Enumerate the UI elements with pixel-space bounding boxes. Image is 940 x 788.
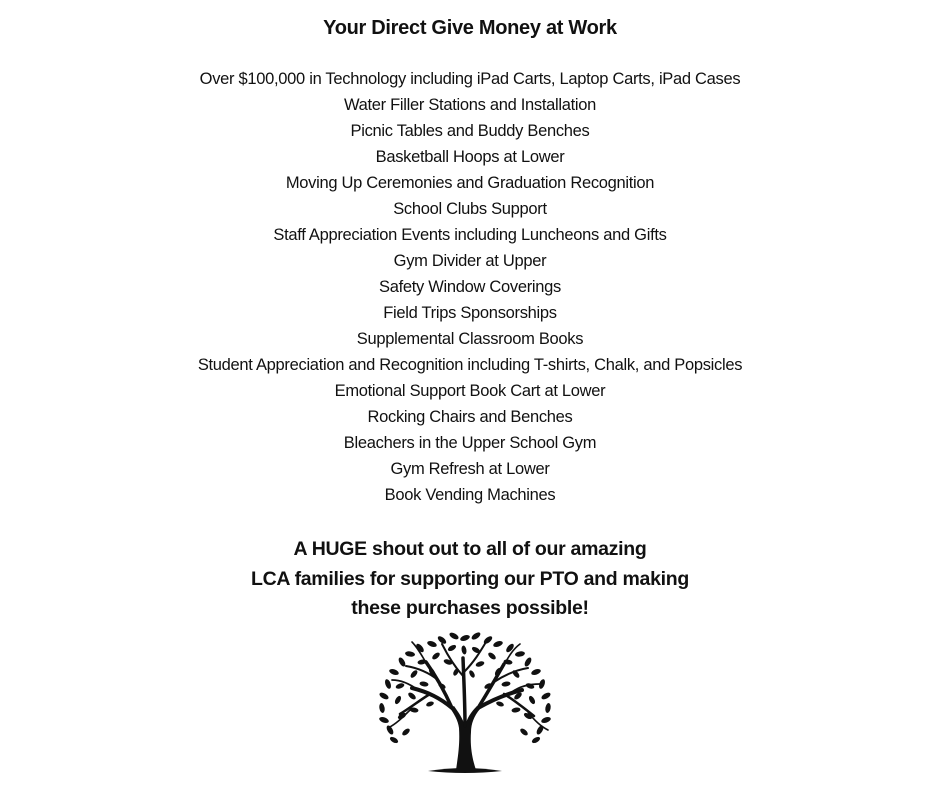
- list-item: Bleachers in the Upper School Gym: [343, 434, 597, 452]
- list-item: Over $100,000 in Technology including iPad Carts, Laptop Carts, iPad Cases: [199, 70, 741, 88]
- list-item: School Clubs Support: [393, 200, 547, 218]
- list-item: Gym Refresh at Lower: [390, 460, 550, 478]
- list-item: Moving Up Ceremonies and Graduation Recognition: [285, 174, 655, 192]
- list-item: Book Vending Machines: [384, 486, 556, 504]
- list-item: Picnic Tables and Buddy Benches: [350, 122, 590, 140]
- list-item: Safety Window Coverings: [378, 278, 561, 296]
- list-item: Rocking Chairs and Benches: [367, 408, 573, 426]
- list-item: Field Trips Sponsorships: [383, 304, 557, 322]
- shoutout-message: [0, 535, 940, 624]
- list-item: Supplemental Classroom Books: [356, 330, 584, 348]
- list-item: Student Appreciation and Recognition including T-shirts, Chalk, and Popsicles: [197, 356, 743, 374]
- shoutout-line: these purchases possible!: [351, 597, 589, 619]
- list-item: Water Filler Stations and Installation: [343, 96, 597, 114]
- list-item: Gym Divider at Upper: [393, 252, 547, 270]
- list-item: Emotional Support Book Cart at Lower: [334, 382, 606, 400]
- purchases-list: [0, 66, 940, 508]
- tree-icon: [370, 628, 560, 776]
- list-item: Basketball Hoops at Lower: [375, 148, 565, 166]
- shoutout-line: A HUGE shout out to all of our amazing: [293, 538, 647, 560]
- shoutout-line: LCA families for supporting our PTO and making: [251, 567, 689, 590]
- page-title: Your Direct Give Money at Work: [323, 17, 617, 39]
- list-item: Staff Appreciation Events including Luncheons and Gifts: [273, 226, 667, 244]
